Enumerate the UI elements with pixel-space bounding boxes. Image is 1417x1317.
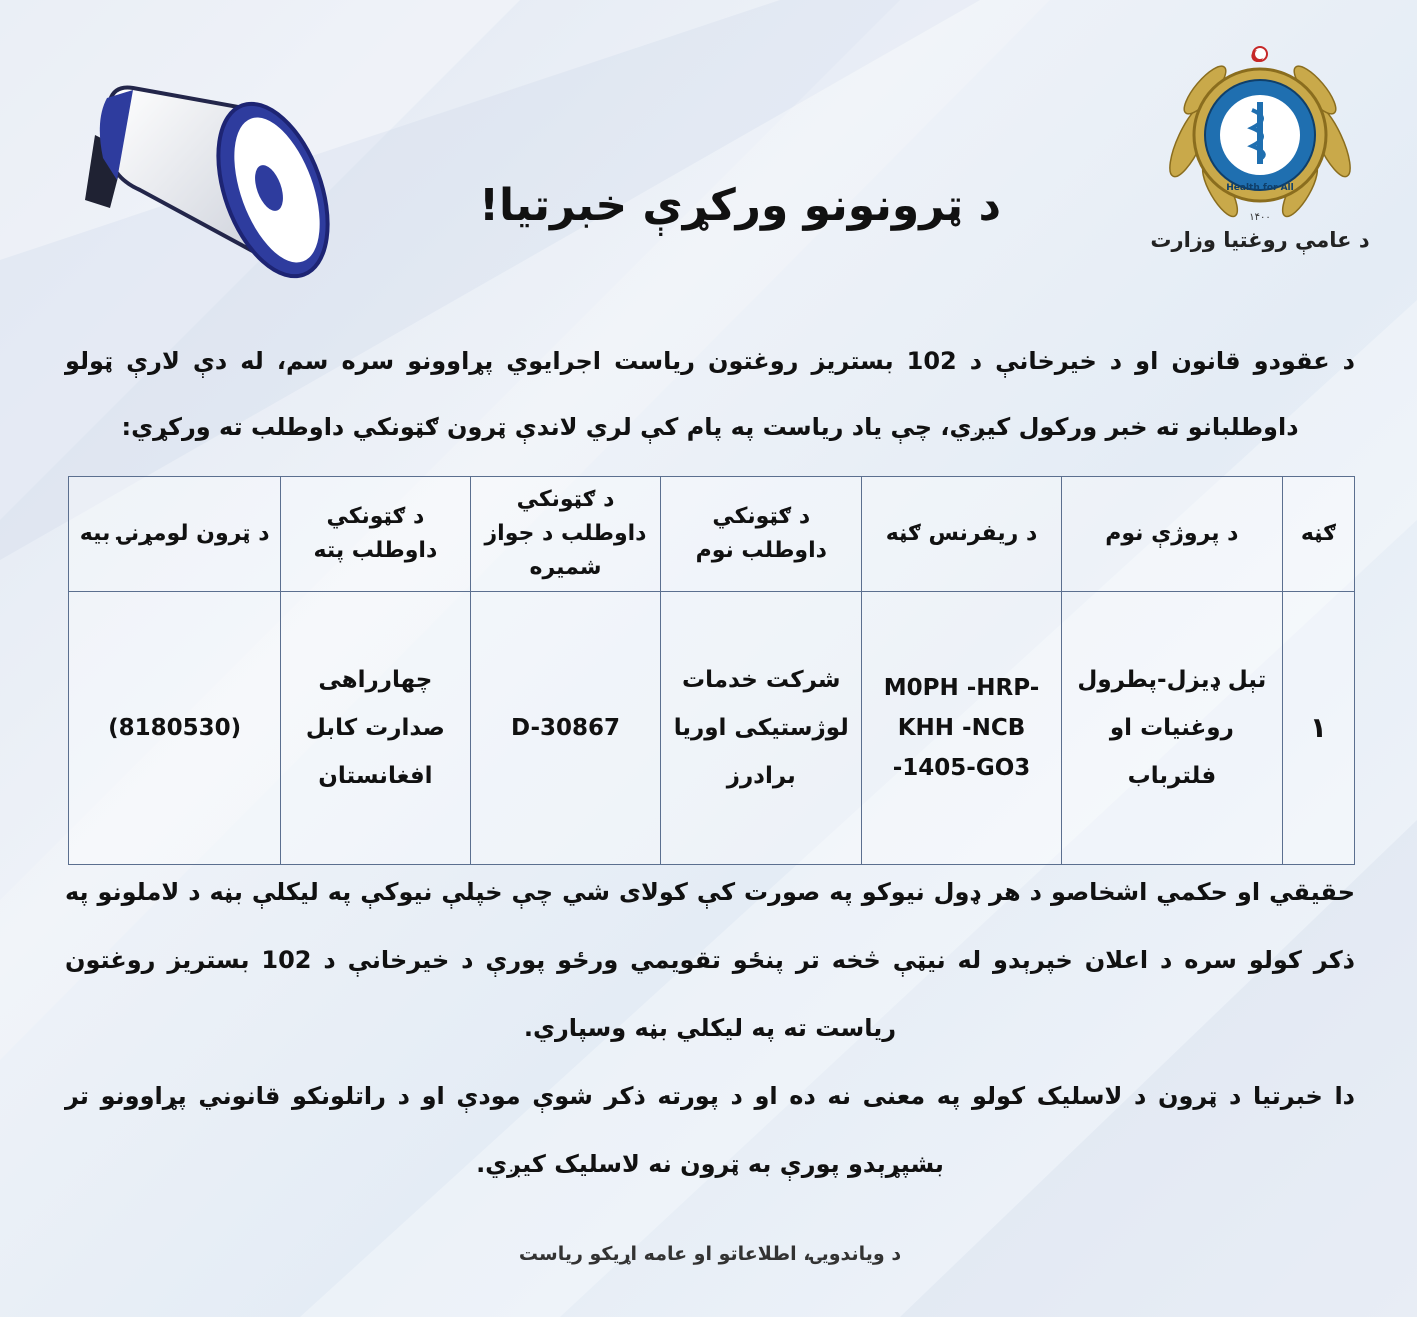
- page-title: د ټرونونو ورکړې خبرتیا!: [478, 180, 1002, 231]
- col-reference-header: د ریفرنس ګڼه: [862, 477, 1062, 592]
- cell-price: (8180530): [69, 592, 281, 865]
- col-address-header: د ګټونکي داوطلب پته: [281, 477, 470, 592]
- col-project-header: د پروژې نوم: [1061, 477, 1282, 592]
- objection-paragraph: حقیقي او حکمي اشخاصو د هر ډول نیوکو په صورت کې کولای شي چې خپلې نیوکې په لیکلې بڼه د لاملونو په ذکر کولو سره د اعلان خپرېدو له نیټې څخه تر پنځو تقویمي ورځو پورې د خیرخانې د 102 بستریز روغتون ریاست ته په لیکلي بڼه وسپاري.: [65, 878, 1355, 1042]
- ministry-name: د عامې روغتیا وزارت: [1150, 228, 1370, 252]
- logo-year-text: ۱۴۰۰: [1249, 212, 1271, 223]
- cell-address: چهارراهی صدارت کابل افغانستان: [281, 592, 470, 865]
- megaphone-icon: [55, 40, 345, 290]
- col-license-header: د ګټونکي داوطلب د جواز شمیره: [470, 477, 661, 592]
- cell-project: تېل ډیزل-پطرول روغنیات او فلترباب: [1061, 592, 1282, 865]
- col-number-header: ګڼه: [1282, 477, 1354, 592]
- table-row: [69, 592, 1355, 865]
- col-bidder-header: د ګټونکي داوطلب نوم: [661, 477, 862, 592]
- intro-paragraph: د عقودو قانون او د خیرخانې د 102 بستریز روغتون ریاست اجرایوي پړاوونو سره سم، له دې لارې ټولو داوطلبانو ته خبر ورکول کیږي، چې یاد ریاست په پام کې لري لاندې ټرون ګټونکي داوطلب ته ورکړي:: [65, 347, 1355, 441]
- disclaimer-paragraph: دا خبرتیا د ټرون د لاسلیک کولو په معنی نه ده او د پورته ذکر شوې مودې او د راتلونکو قانوني پړاوونو تر بشپړېدو پورې به ټرون نه لاسلیک کیږي.: [65, 1082, 1355, 1178]
- logo-slogan-text: Health for All: [1226, 183, 1294, 193]
- ministry-emblem-icon: [1160, 40, 1360, 230]
- notice-body: [65, 858, 1355, 1198]
- cell-bidder: شرکت خدمات لوژستیکی اوریا برادرز: [661, 592, 862, 865]
- footer-department: د ویاندویۍ، اطلاعاتو او عامه اړیکو ریاست: [518, 1243, 902, 1265]
- table-header-row: [69, 477, 1355, 592]
- col-price-header: د ټرون لومړنۍ بیه: [69, 477, 281, 592]
- cell-license: D-30867: [470, 592, 661, 865]
- cell-number: ۱: [1282, 592, 1354, 865]
- cell-reference: M0PH -HRP-KHH -NCB -1405-GO3: [862, 592, 1062, 865]
- award-table: [68, 476, 1355, 865]
